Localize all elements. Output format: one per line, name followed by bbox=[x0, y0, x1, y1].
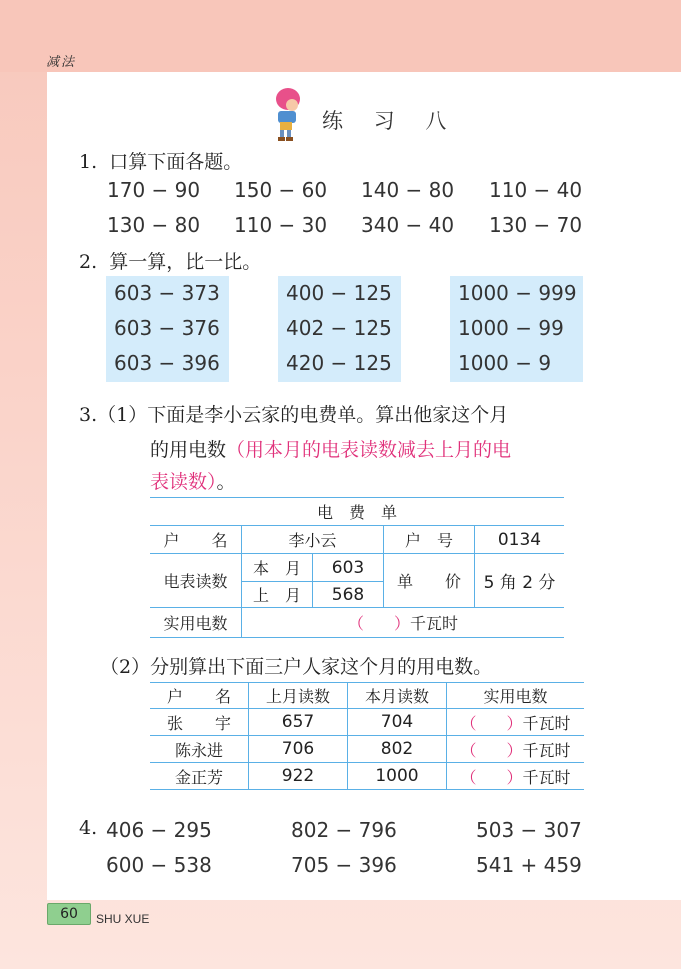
problem: 406 − 295 bbox=[106, 818, 212, 842]
problem: 600 − 538 bbox=[106, 853, 212, 877]
section-label: 减法 bbox=[46, 55, 77, 70]
answer-cell[interactable] bbox=[447, 763, 585, 790]
paren-close: ） bbox=[393, 614, 410, 633]
paren-close: ） bbox=[506, 767, 523, 787]
paren-open: （ bbox=[460, 767, 477, 787]
unit: 千瓦时 bbox=[410, 614, 459, 633]
table-row bbox=[150, 736, 584, 763]
q3-part2-prompt bbox=[100, 652, 492, 679]
q1-number: 1. bbox=[79, 151, 98, 173]
header-cell: 户 名 bbox=[150, 683, 249, 709]
q3-number: 3. bbox=[79, 404, 98, 426]
problem: 400 − 125 bbox=[286, 281, 392, 305]
unit: 千瓦时 bbox=[522, 767, 571, 787]
q4-number: 4. bbox=[79, 817, 98, 839]
q3-text: 的用电数 bbox=[150, 439, 227, 461]
paren-close: ） bbox=[506, 713, 523, 733]
bill-title: 电 费 单 bbox=[150, 498, 564, 526]
girl-mascot-icon bbox=[268, 86, 308, 142]
usage-table bbox=[150, 682, 584, 790]
q3-part1-text: 下面是李小云家的电费单。算出他家这个月 bbox=[147, 404, 509, 426]
q3-part1-line2 bbox=[150, 435, 511, 462]
paren-open: （ bbox=[347, 614, 364, 633]
subject-label: SHU XUE bbox=[96, 912, 150, 926]
q1-row-1 bbox=[107, 178, 587, 204]
problem: 603 − 376 bbox=[114, 316, 220, 340]
problem: 140 − 80 bbox=[361, 178, 455, 202]
bill-cell: 户 号 bbox=[384, 526, 475, 554]
q3-hint-text: 表读数） bbox=[150, 471, 217, 493]
q1-text: 口算下面各题。 bbox=[109, 151, 243, 173]
q3-part2-label: （2） bbox=[100, 656, 151, 678]
exercise-title: 练 习 八 bbox=[322, 109, 459, 133]
problem: 110 − 40 bbox=[489, 178, 583, 202]
problem: 802 − 796 bbox=[291, 818, 397, 842]
q4-row-1 bbox=[106, 818, 586, 844]
problem: 603 − 396 bbox=[114, 351, 220, 375]
header-cell: 上月读数 bbox=[249, 683, 348, 709]
unit: 千瓦时 bbox=[522, 713, 571, 733]
bill-cell: 李小云 bbox=[242, 526, 384, 554]
value-cell: 1000 bbox=[348, 763, 447, 790]
bill-cell: 5 角 2 分 bbox=[475, 554, 565, 608]
problem: 1000 − 9 bbox=[458, 351, 552, 375]
header-cell: 本月读数 bbox=[348, 683, 447, 709]
answer-cell[interactable] bbox=[447, 709, 585, 736]
q1-prompt bbox=[79, 147, 242, 174]
q2-group-3 bbox=[450, 276, 583, 382]
bill-cell: 0134 bbox=[475, 526, 565, 554]
page-number: 60 bbox=[47, 903, 91, 925]
bill-cell: 603 bbox=[313, 554, 384, 582]
problem: 1000 − 99 bbox=[458, 316, 564, 340]
problem: 150 − 60 bbox=[234, 178, 328, 202]
name-cell: 张 宇 bbox=[150, 709, 249, 736]
q3-part1-line1 bbox=[79, 400, 508, 427]
q3-part2-text: 分别算出下面三户人家这个月的用电数。 bbox=[150, 656, 493, 678]
q3-part1-line3 bbox=[150, 467, 236, 494]
problem: 110 − 30 bbox=[234, 213, 328, 237]
paren-open: （ bbox=[460, 740, 477, 760]
q2-group-2 bbox=[278, 276, 401, 382]
problem: 170 − 90 bbox=[107, 178, 201, 202]
problem: 1000 − 999 bbox=[458, 281, 577, 305]
q1-row-2 bbox=[107, 213, 587, 239]
value-cell: 802 bbox=[348, 736, 447, 763]
bill-cell: 568 bbox=[313, 582, 384, 608]
problem: 420 − 125 bbox=[286, 351, 392, 375]
header-cell: 实用电数 bbox=[447, 683, 585, 709]
problem: 603 − 373 bbox=[114, 281, 220, 305]
paren-open: （ bbox=[460, 713, 477, 733]
problem: 705 − 396 bbox=[291, 853, 397, 877]
q3-part1-label: （1） bbox=[97, 404, 148, 426]
q4-row-2 bbox=[106, 853, 586, 879]
top-band bbox=[0, 0, 681, 72]
problem: 541 + 459 bbox=[476, 853, 582, 877]
q2-text: 算一算，比一比。 bbox=[109, 251, 262, 273]
bill-cell: 上 月 bbox=[242, 582, 313, 608]
value-cell: 922 bbox=[249, 763, 348, 790]
q2-group-1 bbox=[106, 276, 229, 382]
bill-cell: 电表读数 bbox=[150, 554, 242, 608]
problem: 402 − 125 bbox=[286, 316, 392, 340]
bill-cell: 本 月 bbox=[242, 554, 313, 582]
value-cell: 704 bbox=[348, 709, 447, 736]
exercise-heading bbox=[268, 86, 458, 142]
paren-close: ） bbox=[506, 740, 523, 760]
table-row bbox=[150, 709, 584, 736]
value-cell: 706 bbox=[249, 736, 348, 763]
problem: 503 − 307 bbox=[476, 818, 582, 842]
q2-number: 2. bbox=[79, 251, 98, 273]
name-cell: 陈永进 bbox=[150, 736, 249, 763]
bill-cell: 单 价 bbox=[384, 554, 475, 608]
bill-cell: 户 名 bbox=[150, 526, 242, 554]
electricity-bill-table bbox=[150, 497, 564, 638]
value-cell: 657 bbox=[249, 709, 348, 736]
answer-cell[interactable] bbox=[447, 736, 585, 763]
q3-hint-text: （用本月的电表读数减去上月的电 bbox=[226, 439, 512, 461]
q2-prompt bbox=[79, 247, 261, 274]
q3-text: 。 bbox=[216, 471, 236, 493]
problem: 340 − 40 bbox=[361, 213, 455, 237]
problem: 130 − 70 bbox=[489, 213, 583, 237]
bill-cell: 实用电数 bbox=[150, 608, 242, 638]
problem: 130 − 80 bbox=[107, 213, 201, 237]
usage-answer-cell[interactable] bbox=[242, 608, 565, 638]
table-row bbox=[150, 763, 584, 790]
unit: 千瓦时 bbox=[522, 740, 571, 760]
name-cell: 金正芳 bbox=[150, 763, 249, 790]
